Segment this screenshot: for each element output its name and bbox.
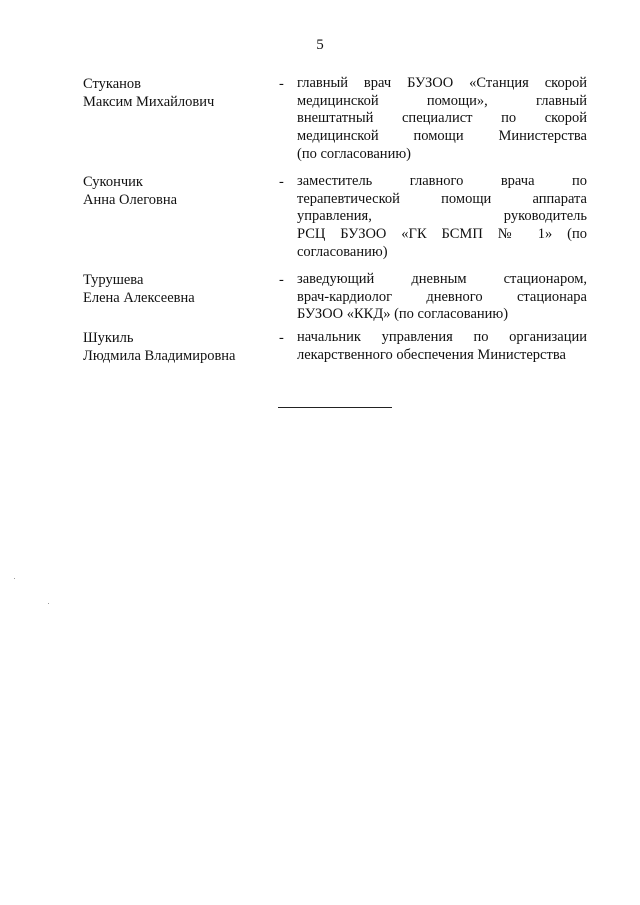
separator-dash: - xyxy=(279,174,284,190)
member-entry xyxy=(0,173,640,271)
separator-dash: - xyxy=(279,76,284,92)
member-surname: Стуканов xyxy=(83,76,141,92)
position-line: начальник управления по организации xyxy=(297,329,587,345)
page-number: 5 xyxy=(316,37,324,53)
member-given-names: Людмила Владимировна xyxy=(83,348,236,364)
position-line: управления, руководитель xyxy=(297,208,587,225)
position-line: лекарственного обеспечения Министерства xyxy=(297,346,566,363)
member-given-names: Елена Алексеевна xyxy=(83,290,195,306)
member-entry xyxy=(0,271,640,329)
position-line: внештатный специалист по скорой xyxy=(297,110,587,127)
position-line: (по согласованию) xyxy=(297,145,411,162)
position-line: медицинской помощи», главный xyxy=(297,92,587,109)
member-position xyxy=(297,173,587,261)
member-name xyxy=(83,173,273,209)
position-line: врач-кардиолог дневного стационара xyxy=(297,288,587,305)
member-position xyxy=(297,329,587,364)
member-name xyxy=(83,271,273,307)
member-list xyxy=(0,75,640,379)
position-line: РСЦ БУЗОО «ГК БСМП № 1» (по xyxy=(297,226,587,243)
separator-dash: - xyxy=(279,272,284,288)
member-name xyxy=(83,75,273,111)
position-line: медицинской помощи Министерства xyxy=(297,128,587,145)
member-given-names: Максим Михайлович xyxy=(83,94,215,110)
position-line: терапевтической помощи аппарата xyxy=(297,190,587,207)
end-of-list-divider xyxy=(278,407,392,408)
member-surname: Сукончик xyxy=(83,174,143,190)
position-line: заведующий дневным стационаром, xyxy=(297,271,587,287)
member-entry xyxy=(0,329,640,379)
position-line: согласованию) xyxy=(297,243,388,260)
member-surname: Турушева xyxy=(83,272,144,288)
member-name xyxy=(83,329,273,365)
member-surname: Шукиль xyxy=(83,330,134,346)
member-position xyxy=(297,75,587,163)
scan-speck xyxy=(14,578,15,579)
scan-speck xyxy=(48,603,49,604)
position-line: главный врач БУЗОО «Станция скорой xyxy=(297,75,587,91)
separator-dash: - xyxy=(279,330,284,346)
member-position xyxy=(297,271,587,324)
position-line: БУЗОО «ККД» (по согласованию) xyxy=(297,306,509,323)
member-entry xyxy=(0,75,640,173)
position-line: заместитель главного врача по xyxy=(297,173,587,189)
member-given-names: Анна Олеговна xyxy=(83,192,178,208)
